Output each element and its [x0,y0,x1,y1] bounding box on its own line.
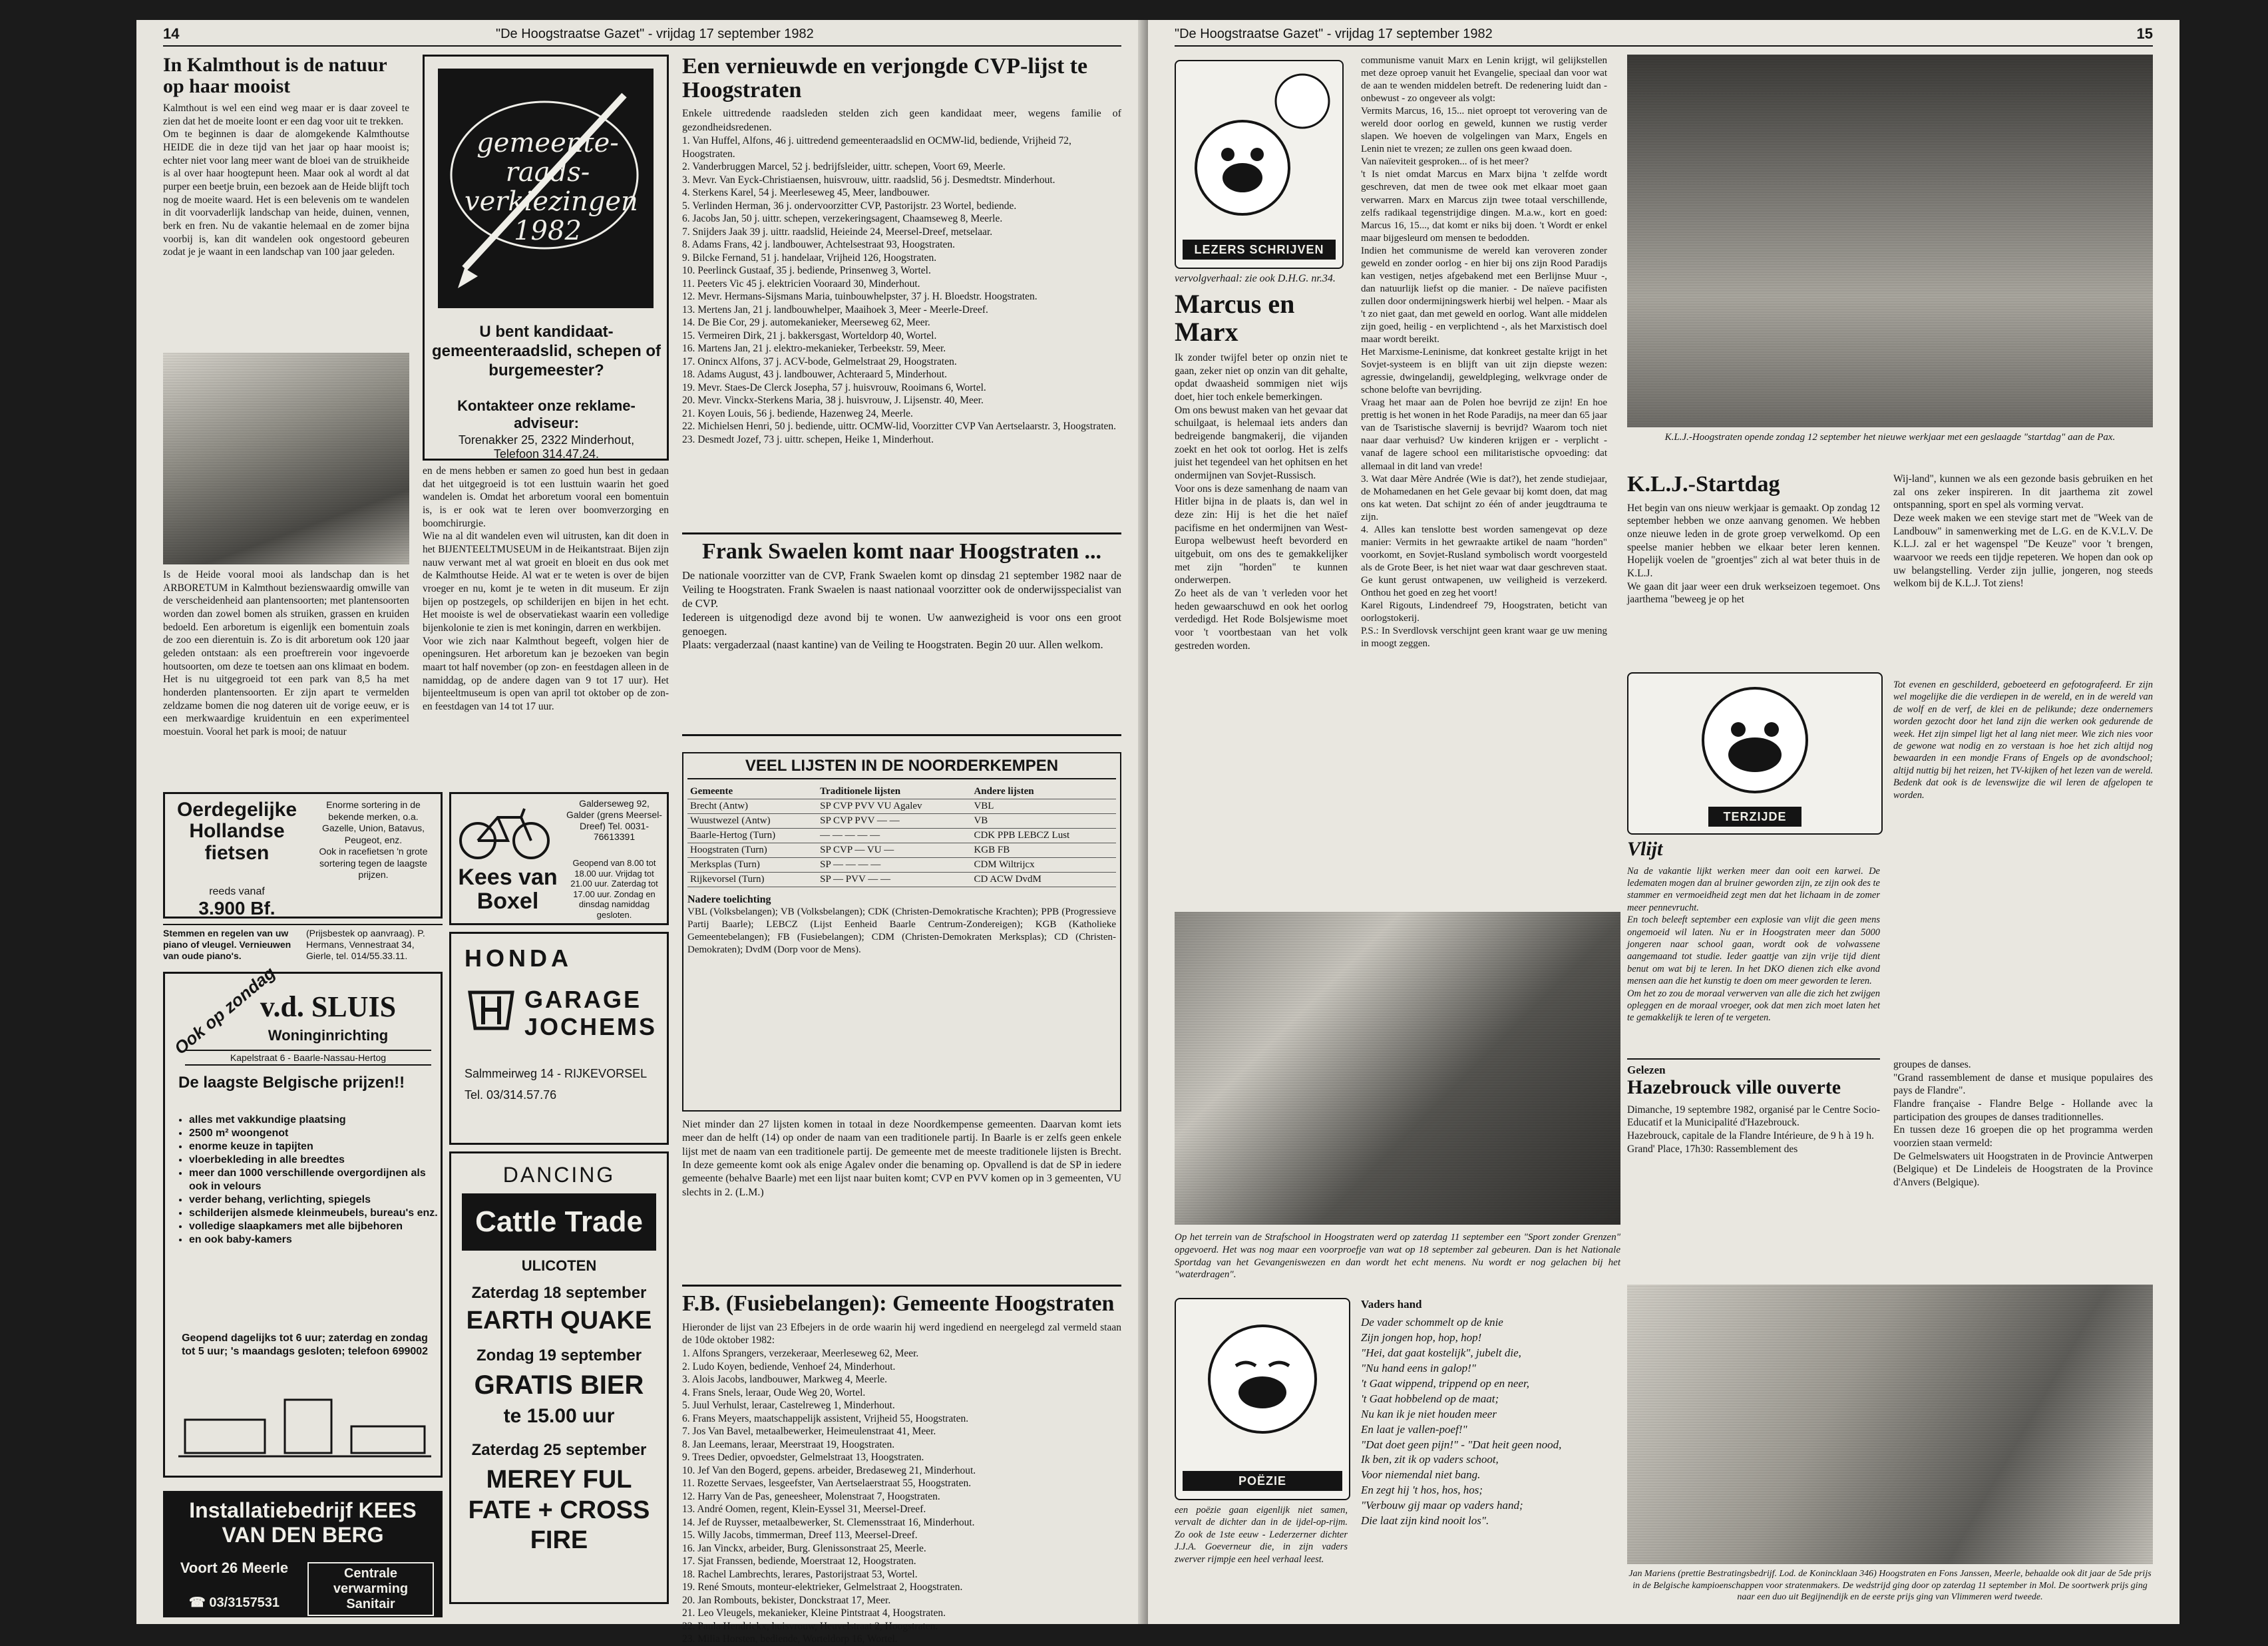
klj-body-1: Het begin van ons nieuw werkjaar is gemaakt. Op zondag 12 september hebben we onze aanvang genomen. We hebben onze nieuwe leden in de grote groep verwelkomd. Op een speelse manier hebben we elkaar beter leren kennen. Hopelijk voelen de "groentjes" zich al wat beter thuis in de K.L.J. We gaan dit jaar weer een druk werkseizoen tegemoet. Ons jaarthema "beweeg je op het [1627,502,1880,606]
left-page [136,20,1148,1645]
cvp-candidate: 3. Mevr. Van Eyck-Christiaensen, huisvrouw, uittr. raadslid, 56 j. Desmedtstr. Minderhout. [682,174,1055,186]
sluis-item: • volledige slaapkamers met alle bijbehoren [189,1220,442,1233]
sluis-sub: Woninginrichting [268,1027,389,1044]
dancing-event-2: GRATIS BIER [474,1370,644,1400]
poem-title: Vaders hand [1361,1298,1422,1311]
cvp-candidate: 15. Vermeiren Dirk, 21 j. bakkersgast, Worteldorp 40, Wortel. [682,329,937,341]
election-ad [423,55,669,461]
dancing-name: Cattle Trade [462,1193,656,1251]
piano-ad-right: (Prijsbestek op aanvraag). P. Hermans, Vennestraat 34, Gierle, tel. 014/55.33.11. [306,928,425,961]
kees-name: Kees van Boxel [458,865,558,914]
lijsten-notes-title: Nadere toelichting [687,894,771,906]
cvp-candidate: 1. Van Huffel, Alfons, 46 j. uittredend gemeenteraadslid en OCMW-lid, bediende, Vrijheid 72, Hoogstraten. [682,135,1071,160]
marx-body-1: Ik zonder twijfel beter op onzin niet te gaan, zeker niet op onzin van dit gehalte, opdat dwaasheid sommigen niet wijs doet, hier toch enkele bemerkingen. Om ons bewust maken van het gevaar dat schuilgaat, is helemaal iets anders dan bedreigende bangmakerij, die vijanden zoekt en het ook tot oorlog. Het is zelfs juist het tegendeel van het ophitsen en het ondermijnen van Sovjet-Russisch. Voor ons is deze samenhang de naam van Hitler bijna in de plaats is, dan wel in deze zin: Hij is het die het naïef pacifisme en het ondermijnen van West-Europa welbewust heeft bevorderd en uitgebuit, om ons des te gemakkelijker met zijn "horden" te kunnen onderwerpen. Zo heet als de van 't verleden voor het heden gewaarschuwd en ook het oorlog verdedigd. Het Rode Bolsjewisme moet voor 't voortbestaan van het volk gestreden worden. [1175,352,1348,652]
living-room-sketch-icon [178,1393,431,1466]
fb-candidate: 21. Leo Vleugels, mekanieker, Kleine Pintstraat 4, Hoogstraten. [682,1607,946,1619]
cvp-candidate: 22. Michielsen Henri, 50 j. bediende, uittr. OCMW-lid, Voorzitter CVP Van Aertselaarstr. 3, Hoogstraten. [682,421,1117,433]
cvp-candidate: 20. Mevr. Vinckx-Sterkens Maria, 38 j. huisvrouw, J. Lijsenstr. 40, Meer. [682,395,984,407]
kalmthout-article [163,55,409,347]
fb-candidate: 3. Alois Jacobs, landbouwer, Markweg 4, Meerle. [682,1374,888,1386]
fb-candidate: 22. Paula Hendrickx, huisvrouw, Heuvelstraat 2, Hoogstraten. [682,1620,938,1632]
cvp-candidate: 2. Vanderbruggen Marcel, 52 j. bedrijfsleider, uittr. schepen, Voort 69, Meerle. [682,161,1006,173]
fb-candidate: 8. Jan Leemans, leraar, Meerstraat 19, Hoogstraten. [682,1438,895,1450]
dancing-event-3: MEREY FUL FATE + CROSS FIRE [468,1466,650,1555]
sluis-item: • enorme keuze in tapijten [189,1140,442,1153]
fb-candidate-list [682,1347,1121,1646]
lijsten-cell: KGB FB [971,843,1116,858]
fb-article [682,1285,1121,1645]
dancing-event-1: EARTH QUAKE [466,1307,652,1335]
fb-candidate: 12. Harry Van de Pas, geneesheer, Molenstraat 7, Hoogstraten. [682,1490,940,1502]
cvp-candidate: 12. Mevr. Hermans-Sijsmans Maria, tuinbouwhelpster, 37 j. H. Bloedstr. Hoogstraten. [682,291,1038,303]
fb-candidate: 15. Willy Jacobs, timmerman, Dreef 113, Meersel-Dreef. [682,1530,918,1542]
sluis-item: • en ook baby-kamers [189,1233,442,1247]
sluis-item-list [172,1114,442,1247]
fb-candidate: 1. Alfons Sprangers, verzekeraar, Meerleseweg 62, Meer. [682,1348,919,1360]
lijsten-cell: VB [971,814,1116,829]
cvp-candidate: 21. Koyen Louis, 56 j. bediende, Hazenweg 24, Meerle. [682,407,913,419]
cvp-candidate-list [682,134,1121,446]
right-page [1148,20,2179,1624]
lijsten-cell: CD ACW DvdM [971,873,1116,887]
lijsten-cell: SP CVP PVV — — [817,814,971,829]
cvp-candidate: 16. Martens Jan, 21 j. elektro-mekanieker, Terbeekstr. 59, Meer. [682,343,946,355]
fb-candidate: 19. René Smouts, monteur-elektrieker, Gelmelstraat 2, Hoogstraten. [682,1581,963,1593]
election-ad-question: U bent kandidaat-gemeenteraadslid, schepen of burgemeester? [431,323,662,379]
sluis-item: • 2500 m² woongenot [189,1127,442,1140]
election-ad-script: gemeente-raads-verkiezingen 1982 [465,128,638,246]
klj-title: K.L.J.-Startdag [1627,472,1780,497]
page-number-left: 14 [163,25,180,42]
fb-intro: Hieronder de lijst van 23 Efbejers in de orde waarin hij werd ingediend en neergelegd zal vermeld staan de 10de oktober 1982: [682,1321,1121,1346]
lijsten-header-cell: Traditionele lijsten [817,785,971,799]
election-ad-address: Torenakker 25, 2322 Minderhout, Telefoon 314.47.24. [458,433,635,461]
cvp-candidate: 4. Sterkens Karel, 54 j. Meerleseweg 45, Meer, landbouwer. [682,187,930,199]
fb-candidate: 6. Frans Meyers, maatschappelijk assistent, Vrijheid 55, Hoogstraten. [682,1412,969,1424]
fietsen-sub: reeds vanaf [209,886,265,897]
cvp-candidate: 5. Verlinden Herman, 36 j. ondervoorzitter CVP, Pastorijstr. 23 Wortel, bediende. [682,200,1017,212]
fb-candidate: 17. Sjat Franssen, bediende, Moerstraat 12, Hoogstraten. [682,1555,916,1567]
fietsen-text: Enorme sortering in de bekende merken, o.a. Gazelle, Union, Batavus, Peugeot, enz. Ook in racefietsen 'n grote sortering tegen de laagste prijzen. [319,799,428,880]
lijsten-cell: CDK PPB LEBCZ Lust [971,829,1116,843]
sluis-name: v.d. SLUIS [260,990,397,1023]
phone-icon: ☎ [188,1595,210,1610]
berg-title: Installatiebedrijf KEES VAN DEN BERG [189,1498,417,1547]
fietsen-price: 3.900 Bf. [198,898,276,919]
piano-ad [163,924,443,966]
berg-tel-number: 03/3157531 [209,1595,280,1610]
poezie-label: POËZIE [1183,1471,1342,1491]
poezie-intro: een poëzie gaan eigenlijk niet samen, vervalt de dichter dan in de ijdel-op-rijm. Zo ook de 1ste eeuw - Lederzerner dichter J.J.A. Goeverneur die, in zijn vaders zwerver rijmpje een heel verhaal leest. [1175,1505,1348,1565]
election-ad-contact: Kontakteer onze reklame-adviseur: [457,397,636,431]
header-rule [163,45,1121,47]
marx-title: Marcus en Marx [1175,289,1295,347]
page-number-right: 15 [2136,25,2153,42]
strafschool-photo [1175,912,1620,1225]
lijsten-cell: SP CVP — VU — [817,843,971,858]
cvp-article [682,55,1121,534]
table-row [687,829,1116,843]
cvp-candidate: 6. Jacobs Jan, 50 j. uittr. schepen, verzekeringsagent, Chaamseweg 8, Meerle. [682,213,1003,225]
poem-text: De vader schommelt op de knie Zijn jongen hop, hop, hop! "Hei, dat gaat kostelijk", jubelt die, "Nu hand eens in galop!" 't Gaat wippend, trippend op en neer, 't Gaat hobbelend op de maat; Nu kan ik je niet houden meer En laat je vallen-poef!" "Dat doet geen pijn!" - "Dat heit geen nood, Ik ben, zit ik op vaders schoot, Voor niemendal niet bang. En zegt hij 't hos, hos, hos; "Verbouw gij maar op vaders hand; Die laat zijn kind nooit los". [1361,1316,1562,1528]
lijsten-article [682,752,1121,1112]
fb-candidate: 7. Jos Van Bavel, metaalbewerker, Heimeulenstraat 41, Meer. [682,1426,936,1438]
table-row [687,799,1116,814]
lijsten-title: VEEL LIJSTEN IN DE NOORDERKEMPEN [687,757,1116,779]
lijsten-cell: Brecht (Antw) [687,799,817,814]
table-row [687,843,1116,858]
fb-candidate: 18. Rachel Lambrechts, lerares, Pastorijstraat 53, Wortel. [682,1568,918,1580]
klj-article-col1 [1627,473,1880,659]
lijsten-cell: SP — PVV — — [817,873,971,887]
hazebrouck-body: Dimanche, 19 septembre 1982, organisé par le Centre Socio-Educatif et la Municipalité d'Hazebrouck. Hazebrouck, capitale de la Flandre Intérieure, de 9 h à 19 h. Grand' Place, 17h30: Rassemblement des [1627,1104,1880,1155]
lijsten-cell: Merksplas (Turn) [687,858,817,873]
dancing-date-2: Zondag 19 september [476,1346,642,1364]
lijsten-cell: SP — — — — [817,858,971,873]
arboretum-photo [163,353,409,564]
lijsten-header-cell: Gemeente [687,785,817,799]
lijsten-table-head [687,785,1116,799]
table-row [687,858,1116,873]
klj-photo-caption: K.L.J.-Hoogstraten opende zondag 12 september het nieuwe werkjaar met een geslaagde "startdag" aan de Pax. [1664,432,2116,443]
fb-candidate: 23. Milia Horsten, bediende, Worteldorp 16, Wortel. [682,1633,898,1645]
strafschool-caption: Op het terrein van de Strafschool in Hoogstraten werd op zaterdag 11 september een "Sport zonder Grenzen" opgevoerd. Het was nog maar een voorproefje van wat op 18 september zal gebeuren. Dan is het Nationale Sportdag van het Gevangeniswezen en dan wordt het echt menens. Nu wordt er nog gelachen bij het "waterdragen". [1175,1232,1620,1281]
lijsten-cell: — — — — — [817,829,971,843]
lijsten-cell: Wuustwezel (Antw) [687,814,817,829]
kalmthout-body-2: Is de Heide vooral mooi als landschap dan is het ARBORETUM in Kalmthout bezienswaardig omwille van de verscheidenheid aan plantensoorten; met plantensoorten worden dan zowel bomen als struiken, grassen en kruiden bedoeld. Een arboretum is eigenlijk een bomentuin zoals de zoo een dierentuin is. Zo is dit arboretum ook 120 jaar geleden ontstaan: als een proeftrerein voor ingevoerde houtsoorten, om deze te toetsen aan ons klimaat en bodem. Het is nu uitgegroeid tot een park van 8,5 ha met honderden plantensoorten. Er zijn apart te vermelden zeldzame bomen die nog dateren uit de vorige eeuw, er is een merkwaardige kruidentuin en een experimenteel moestuin. Vooral het park is mooi; de natuur [163,569,409,738]
poezie-intro-box [1175,1504,1348,1617]
fb-candidate: 9. Trees Dedier, opvoedster, Gelmelstraat 13, Hoogstraten. [682,1452,924,1464]
lijsten-table-body [687,799,1116,887]
fb-candidate: 13. André Oomen, regent, Klein-Eyssel 31, Meersel-Dreef. [682,1504,926,1516]
sluis-item: • verder behang, verlichting, spiegels [189,1193,442,1207]
fb-candidate: 11. Rozette Servaes, lesgeefster, Van Aertselaerstraat 55, Hoogstraten. [682,1478,972,1490]
terzijde-cartoon [1627,672,1883,835]
sluis-item: • meer dan 1000 verschillende overgordijnen als ook in velours [189,1167,442,1193]
election-ad-artwork [438,69,654,308]
swaelen-title: Frank Swaelen komt naar Hoogstraten ... [701,539,1102,564]
vlijt-body-2: Tot evenen en geschilderd, geboeteerd en gefotografeerd. Er zijn wel mogelijke die die verdiepen in de wereld, en in de wereld van de wolf en de verf, de klei en de pelikunde; deze ondernemers worden gezocht door het land zijn die werken ook gedurende de week. Het zijn simpel ligt het al lang niet meer. Wie zich nies voor de gewone wat nodig en zo verstaan is hoe het zich altijd nog bewaarden in een mondje Frans of Engels op de avondschool; altijd nuttig bij het reizen, het TV-kijken of het lezen van de wereld. Bedenk dat ook is de levenswijze die wil leren de afgelopen te worden. [1893,680,2153,801]
lezers-schrijven-label: LEZERS SCHRIJVEN [1183,240,1336,260]
fb-candidate: 4. Frans Snels, leraar, Oude Weg 20, Wortel. [682,1386,866,1398]
vlijt-body: Na de vakantie lijkt werken meer dan ooit een karwei. De ledematen mogen dan al bruiner geworden zijn, ze zijn ook des te stammer en vermoeidheid zegt men dat het lichaam in de zomer meer pennevrucht. En toch beleeft september een explosie van vlijt die geen mens ongemoeid wil laten. Nu er in Hoogstraten meer dan 5000 jongeren naar school gaan, wordt ook de volwassene aangemaand tot studie. Ieder gaattje van zijn vrije tijd dient benut om wat bij te leren. In het DKO dienen zich elke avond mensen aan die het kunstig te doen om meer geworden te leren. Om het zo zou de moraal verwerven van alle die zich het zwijgen opleggen en de moraal vroeger, ook dat men zich moet laten het te gemakkelijk te leren of te vergeten. [1627,865,1880,1024]
kalmthout-body-3: en de mens hebben er samen zo goed hun best in gedaan dat het uitgegroeid is tot een lusttuin waarin het goed wandelen is. Omdat het arboretum vooral een bomentuin is, is er ook wat te leren over boomverzorging en boomchirurgie. Wie na al dit wandelen even wil uitrusten, kan dit doen in het BIJENTEELTMUSEUM in de Heikantstraat. Bijen zijn nauw verwant met al wat groeit en bloeit en dus ook met de Kalmthoutse Heide. Al wat er te weten is over de bijen vroeger en nu, komt je te weten in dit museum. Er zijn bijen op postzegels, op schilderijen en bijen in het echt. Het mooiste is wel de observatiekast waarin een volledige bijenkolonie te zien is met koningin, darren en werkbijen. Voor wie zich naar Kalmthout begeeft, volgen hier de openingsuren. Het arboretum kan je bezoeken van begin maart tot half november (op zon- en feestdagen alleen in de namiddag, op de andere dagen van 9 tot 17 uur). Het bijenteeltmuseum is open van april tot oktober op de zon- en feestdagen van 14 tot 17 uur. [423,465,669,713]
fb-candidate: 10. Jef Van den Bogerd, gepens. arbeider, Bredaseweg 21, Minderhout. [682,1464,976,1476]
piano-ad-left: Stemmen en regelen van uw piano of vleugel. Vernieuwen van oude piano's. [163,928,291,961]
cvp-title: Een vernieuwde en verjongde CVP-lijst te Hoogstraten [682,54,1088,103]
dancing-event-2-time: te 15.00 uur [503,1405,615,1427]
honda-logo-icon [465,987,518,1034]
sluis-stamp: Ook op zondag [170,962,280,1058]
honda-name: GARAGE JOCHEMS [524,986,658,1041]
sluis-item: • schilderijen alsmede kleinmeubels, bureau's enz. [189,1207,442,1220]
fb-candidate: 14. Jef de Ruysser, metaalbewerker, St. Clemensstraat 16, Minderhout. [682,1516,975,1528]
cvp-candidate: 8. Adams Frans, 42 j. landbouwer, Achtelsestraat 93, Hoogstraten. [682,239,956,251]
swaelen-article [682,532,1121,736]
honda-tel: Tel. 03/314.57.76 [465,1088,557,1102]
sluis-item: • alles met vakkundige plaatsing [189,1114,442,1127]
vlijt-article [1627,839,1880,1058]
thinker-cartoon-icon [1628,674,1881,807]
honda-brand: HONDA [465,944,572,972]
lijsten-cell: VBL [971,799,1116,814]
stratenmakers-caption: Jan Mariens (prettie Bestratingsbedrijf. Lod. de Konincklaan 346) Hoogstraten en Fons Janssen, Meerle, behaalde ook dit jaar de 5de prijs in de Belgische kampioenschappen voor stratenmakers. De wedstrijd ging door op zaterdag 11 september in Mol. De soortwerk prijs ging naar een duo uit Begijnendijk en de eerste prijs ging van Vlimmeren werd tweede. [1628,1569,2152,1602]
cvp-intro: Enkele uittredende raadsleden stelden zich geen kandidaat meer, wegens familie of gezondheidsredenen. [682,108,1121,133]
lezers-schrijven-cartoon [1175,60,1344,269]
marx-body-2: communisme vanuit Marx en Lenin krijgt, wil gelijkstellen met deze oproep vanuit het Evangelie, speciaal dan voor wat de aan te wenden middelen betreft. De redenering luidt dan - onbewust - zo ongeveer als volgt: Vermits Marcus, 16, 15... niet oproept tot verovering van de wereld door oorlog en geweld, kunnen we rustig verder slapen. We hoeven de volgelingen van Marx, Engels en Lenin niet te vrezen; ze zullen ons geen kwaad doen. Van naïeviteit gesproken... of is het meer? 't Is niet omdat Marcus en Marx bijna 't zelfde wordt geschreven, dat men de twee ook met elkaar moet gaan verwarren. Marx en Marcus zijn twee totaal verschillende, zelfs radikaal tegenstrijdige dingen. M.a.w., kort en goed: Marcus 16, 15..., dat komt er niks bij doen. 't Wordt er enkel maar bijgesleurd om mensen te bedodden. Indien het communisme de wereld kan veroveren zonder geweld en zonder oorlog - en hier bij ons zijn Rood Paradijs kan vestigen, netjes afgebakend met een Berlijnse Muur -, dan natuurlijk liefst op die manier. - De naïeve pacifisten zullen door ondermijningswerk hierbij wel helpen. - Maar als 't zo niet gaat, dan met geweld en oorlog. Want alle middelen zijn goed, heilig - en verplichtend -, als het Marxistisch doel maar wordt bereikt. Het Marxisme-Leninisme, dat konkreet gestalte krijgt in het Sovjet-systeem is en blijft van uit zijn diepste wezen: agressie, dwingelandij, geweldpleging, welkvrage onder de schone belofte van bevrijding. Vraag het maar aan de Polen hoe bevrijd ze zijn! En hoe prettig is het wonen in het Rode Paradijs, na meer dan 65 jaar van de Tsaristische slavernij is bevrijd? Waarom toch niet naar daar verhuisd? Uw kinderen krijgen er - verplicht - vanaf de lagere school een militaristische opvoeding: dat allemaal in dit land van vrede! 3. Wat daar Mère Andrée (Wie is dat?), het zende studiejaar, de Mohamedanen en het Gele gevaar bij komt doen, dat mag ons kat weten. Dat schijnt zo één of ander jeugdtrauma te zijn. 4. Alles kan tenslotte best worden samengevat op deze manier: Vermits in het gewraakte artikel de naam "horden" voorkomt, en Sovjet-Rusland symbolisch wordt voorgesteld als de Grote Beer, is het niet waar wat daar geschreven staat. Ge kunt gerust ontwapenen, uw veiligheid is verzekerd. Onthou het goed en zeg het voort! Karel Rigouts, Lindendreef 79, Hoogstraten, beticht van oorlogstokerij. P.S.: In Sverdlovsk verschijnt geen krant waar ge uw mening in moogt zeggen. [1361,55,1607,650]
bicycle-icon [458,801,551,861]
poezie-poem [1361,1298,1620,1617]
kalmthout-article-col2 [423,465,669,791]
kalmthout-article-cont [163,568,409,785]
hazebrouck-article-col2 [1893,1058,2153,1278]
table-row [687,873,1116,887]
honda-address: Salmmeirweg 14 - RIJKEVORSEL [465,1067,648,1080]
cvp-candidate: 7. Snijders Jaak 39 j. uittr. raadslid, Heieinde 24, Meersel-Dreef, metselaar. [682,226,993,238]
cvp-candidate: 18. Adams August, 43 j. landbouwer, Achteraard 5, Minderhout. [682,369,948,381]
lijsten-cell: Hoogstraten (Turn) [687,843,817,858]
sluis-hours: Geopend dagelijks tot 6 uur; zaterdag en zondag tot 5 uur; 's maandags gesloten; telefoon 699002 [181,1333,429,1357]
poezie-cartoon [1175,1298,1350,1500]
hazebrouck-article [1627,1058,1880,1279]
hazebrouck-kicker: Gelezen [1627,1064,1666,1076]
running-head-right: "De Hoogstraatse Gazet" - vrijdag 17 september 1982 [1175,27,1493,41]
sluis-lead: De laagste Belgische prijzen!! [178,1074,405,1092]
berg-address: Voort 26 Meerle [180,1559,289,1576]
klj-body-2: Wij-land", kunnen we als een gezonde basis gebruiken en het zal ons zeker inspireren. In dit jaarthema zit zowel ontspanning, sport en spel als vorming vervat. Deze week maken we een stevige start met de "Week van de Landbouw" in samenwerking met de L.G. en de K.V.L.V. De K.L.J. zal er het wagenspel "De Keuze" voor 't brengen, waarvoor we reeds een tijdje repeteren. We hopen dan ook op uw belangstelling. Verder zijn jullie, jongeren, nog steeds welkom bij de K.L.J. Tot ziens! [1893,473,2153,590]
lijsten-cell: SP CVP PVV VU Agalev [817,799,971,814]
fb-title: F.B. (Fusiebelangen): Gemeente Hoogstraten [682,1291,1115,1316]
dancing-date-1: Zaterdag 18 september [471,1284,647,1302]
kees-hours: Geopend van 8.00 tot 18.00 uur. Vrijdag tot 21.00 uur. Zaterdag tot 17.00 uur. Zondag en dinsdag namiddag gesloten. [570,858,658,920]
fb-candidate: 2. Ludo Koyen, bediende, Venhoef 24, Minderhout. [682,1360,896,1372]
vlijt-title: Vlijt [1627,838,1663,860]
stratenmakers-photo [1627,1285,2153,1564]
marx-kicker: vervolgverhaal: zie ook D.H.G. nr.34. [1175,273,1336,284]
table-row [687,814,1116,829]
sluis-address: Kapelstraat 6 - Baarle-Nassau-Hertog [185,1050,431,1066]
cvp-candidate: 10. Peerlinck Gustaaf, 35 j. bediende, Prinsenweg 3, Wortel. [682,265,931,277]
dancing-ad [449,1151,669,1604]
berg-tel [174,1594,294,1611]
kees-van-boxel-ad [449,792,669,925]
dancing-date-3: Zaterdag 25 september [471,1441,647,1459]
cvp-candidate: 19. Mevr. Staes-De Clerck Josepha, 57 j. huisvrouw, Rooimans 6, Wortel. [682,381,986,393]
lijsten-cell: Baarle-Hertog (Turn) [687,829,817,843]
dancing-place: ULICOTEN [521,1257,597,1274]
hazebrouck-body-2: groupes de danses. "Grand rassemblement de danse et musique populaires des pays de Flandre". Flandre française - Flandre Belge - Hollande avec la participation des groupes de danses traditionnelles. En tussen deze 16 groepen die op het programma werden voorzien staan vermeld: De Gelmelswaters uit Hoogstraten in de Provincie Antwerpen (Belgique) et De Lindeleis de Hoogstraten de la Province d'Anvers (Belgique). [1893,1059,2153,1189]
terzijde-label: TERZIJDE [1708,807,1801,827]
header-rule-right [1175,45,2153,47]
running-head-left: "De Hoogstraatse Gazet" - vrijdag 17 september 1982 [496,27,814,41]
kees-van-den-berg-ad [163,1491,443,1617]
fb-candidate: 16. Jan Vinckx, arbeider, Burg. Glenissonstraat 25, Meerle. [682,1542,926,1554]
kalmthout-body-1: Kalmthout is wel een eind weg maar er is daar zoveel te zien dat het de moeite loont er een dag voor uit te trekken. Om te beginnen is daar de alomgekende Kalmthoutse HEIDE die in deze tijd van het jaar op haar mooist is; echter niet voor lang meer want de bloei van de struikheide is al over haar hoogtepunt heen. Maar ook al wordt al dat purper een beetje bruin, een bezoek aan de Heide blijft toch nog de moeite waard. Het is een belevenis om te wandelen in dit voorvaderlijk landschap van heide, duinen, vennen, berk en fren. Nu de vakantie helemaal en de zomer bijna voorbij is, kan dit wandelen ook ongestoord gebeuren zodat je je waant in een landschap van 100 jaar geleden. [163,103,409,258]
berg-service: Centrale verwarming Sanitair [307,1562,434,1616]
marx-article-col2 [1361,55,1607,907]
kalmthout-title: In Kalmthout is de natuur op haar mooist [163,54,387,97]
poet-cartoon-icon [1176,1299,1349,1466]
fb-candidate: 20. Jan Rombouts, bekister, Donckstraat 17, Meer. [682,1594,891,1606]
cvp-candidate: 9. Bilcke Fernand, 51 j. handelaar, Vrijheid 126, Hoogstraten. [682,252,937,264]
cvp-candidate: 13. Mertens Jan, 21 j. landbouwhelper, Maaihoek 3, Meer - Meerle-Dreef. [682,304,988,315]
reader-cartoon-icon [1176,61,1342,241]
hazebrouck-title: Hazebrouck ville ouverte [1627,1076,1841,1098]
cvp-candidate: 23. Desmedt Jozef, 73 j. uittr. schepen, Heike 1, Minderhout. [682,433,934,445]
lijsten-cell: CDM Wiltrijcx [971,858,1116,873]
klj-article-col2 [1893,473,2153,672]
honda-ad [449,932,669,1145]
lijsten-cell: Rijkevorsel (Turn) [687,873,817,887]
cvp-candidate: 14. De Bie Cor, 29 j. automekanieker, Meerseweg 62, Meer. [682,317,930,329]
sluis-item: • vloerbekleding in alle breedtes [189,1153,442,1167]
lijsten-header-cell: Andere lijsten [971,785,1116,799]
fietsen-title: Oerdegelijke Hollandse fietsen [176,799,297,864]
lijsten-table [687,785,1116,887]
lijsten-summary-text: Niet minder dan 27 lijsten komen in totaal in deze Noordkempense gemeenten. Daarvan komt iets meer dan de helft (14) op onder de naam van een traditionele partij. In Baarle is er zelfs geen enkele lijst met de naam van een traditionele partij. De gemeente met de meeste traditionele lijsten is Brecht. In deze gemeente komt ook als enige Agalev onder die benaming op. Opvallend is dat de SP in iedere gemeente (behalve Baarle) met een lijst naar buiten komt; CVP en PVV komen op in 3 gemeenten, VU slechts in 2. (L.M.) [682,1119,1121,1198]
vd-sluis-ad [163,962,443,1478]
fietsen-ad [163,792,443,919]
cvp-candidate: 17. Onincx Alfons, 37 j. ACV-bode, Gelmelstraat 29, Hoogstraten. [682,355,957,367]
dancing-label: DANCING [502,1163,616,1187]
fb-candidate: 5. Juul Verhulst, leraar, Castelreweg 1, Minderhout. [682,1400,895,1412]
kees-address: Galderseweg 92, Galder (grens Meersel-Dreef) Tel. 0031-76613391 [566,798,662,843]
swaelen-body: De nationale voorzitter van de CVP, Frank Swaelen komt op dinsdag 21 september 1982 naar de Veiling te Hoogstraten. Frank Swaelen is naast nationaal voorzitter ook de onderwijsspecialist van de CVP. Iedereen is uitgenodigd deze avond bij te wonen. Uw aanwezigheid is voor ons een groot genoegen. Plaats: vergaderzaal (naast kantine) van de Veiling te Hoogstraten. Begin 20 uur. Allen welkom. [682,568,1121,652]
cvp-candidate: 11. Peeters Vic 45 j. elektricien Vooraard 30, Minderhout. [682,278,920,290]
lijsten-notes: VBL (Volksbelangen); VB (Volksbelangen); CDK (Christen-Demokratische Krachten); PPB (Progressieve Partij Baarle); LEBCZ (Lijst Eenheid Baarle Centrum-Zondereigen); KGB (Katholieke Gemeentebelangen); FB (Fusiebelangen); CDM (Christen-Demokraten Merksplas); CD (Christen-Demokraten); DvdM (Dorp voor de Mens). [687,907,1116,956]
klj-group-photo [1627,55,2153,427]
vlijt-article-col2 [1893,679,2153,1052]
lijsten-summary [682,1118,1121,1278]
